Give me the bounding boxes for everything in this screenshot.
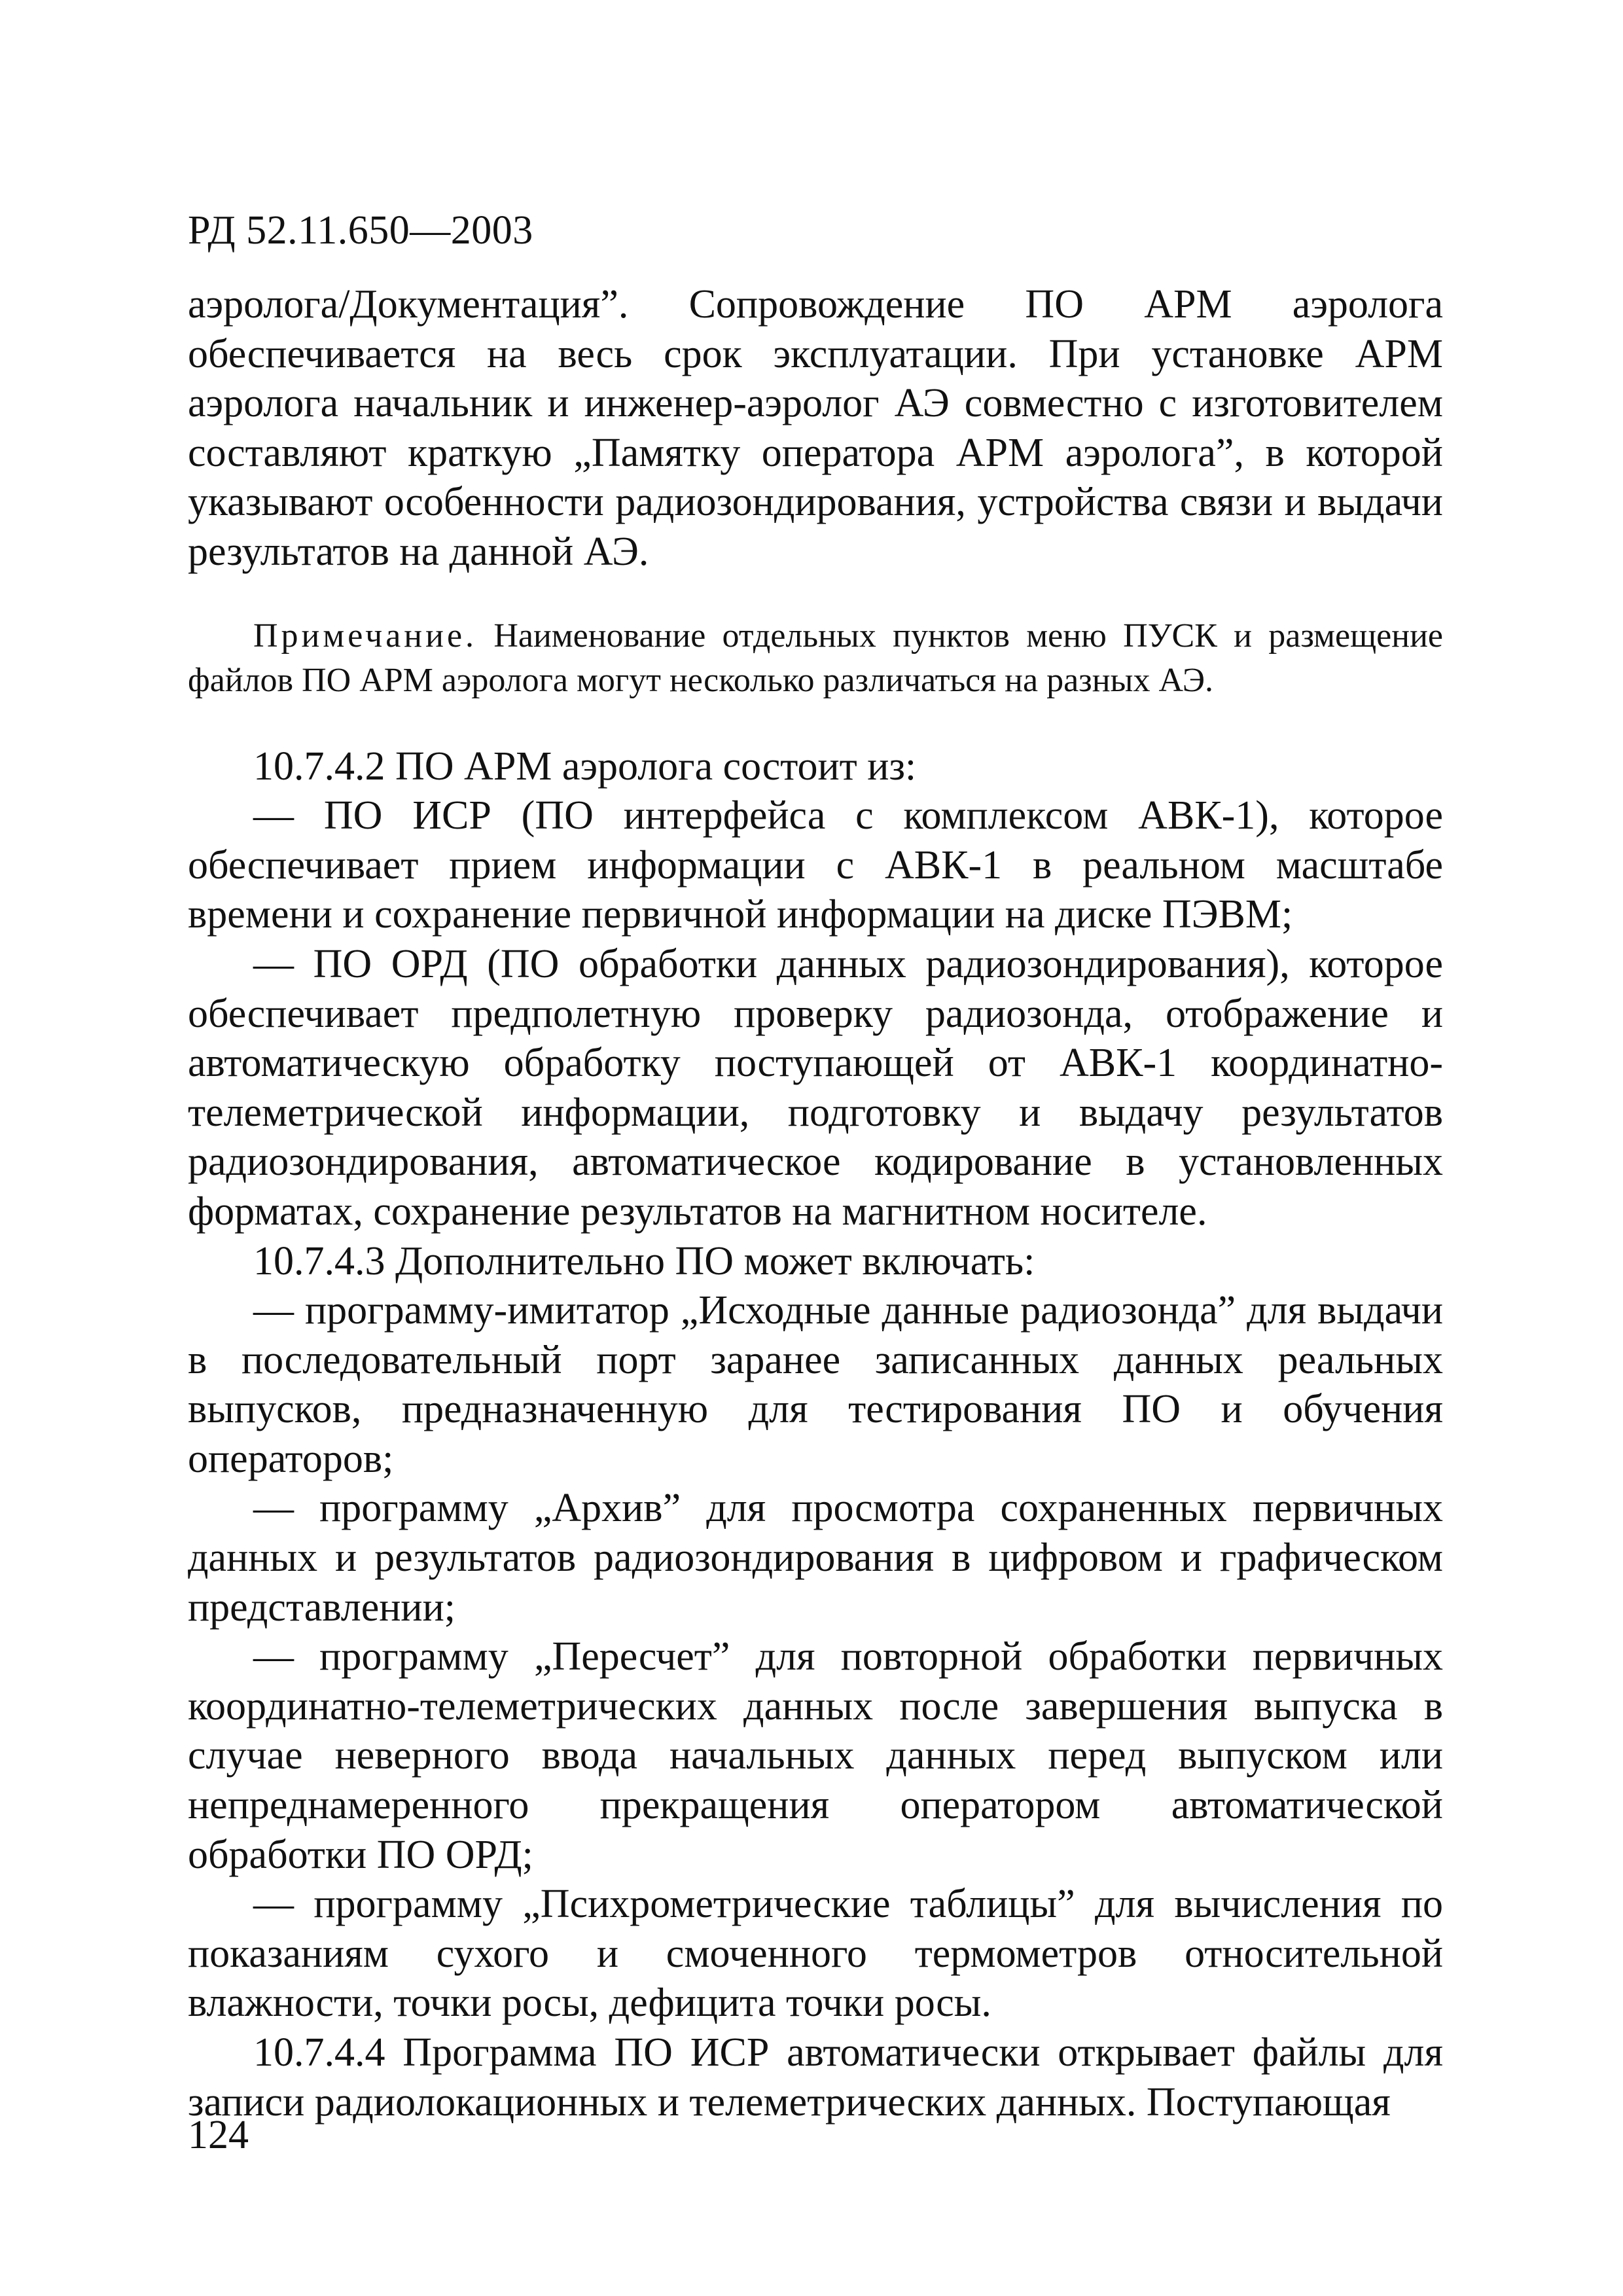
note-label: Примечание. <box>253 617 478 655</box>
page-number: 124 <box>188 2113 249 2157</box>
note-text: Наименование отдельных пунктов меню ПУСК и размещение файлов ПО АРМ аэролога могут несколько различаться на разных АЭ. <box>188 617 1443 699</box>
section-10-7-4-2-heading: 10.7.4.2 ПО АРМ аэролога состоит из: <box>253 744 917 789</box>
list-item-ispr: — ПО ИСР (ПО интерфейса с комплексом АВК-1), которое обеспечивает прием информации с АВК-1 в реальном масштабе времени и сохранение первичной информации на диске ПЭВМ; <box>188 793 1443 937</box>
document-header: РД 52.11.650—2003 <box>188 208 533 253</box>
list-item-archive: — программу „Архив” для просмотра сохраненных первичных данных и результатов радиозондирования в цифровом и графическом представлении; <box>188 1486 1443 1630</box>
section-10-7-4-4-paragraph: 10.7.4.4 Программа ПО ИСР автоматически открывает файлы для записи радиолокационных и телеметрических данных. Поступающая <box>188 2030 1443 2125</box>
list-item-recalculation: — программу „Пересчет” для повторной обработки первичных координатно-телеметрических данных после завершения выпуска в случае неверного ввода начальных данных перед выпуском или непреднамеренного прекращения оператором автоматической обработки ПО ОРД; <box>188 1634 1443 1877</box>
list-item-psychrometric: — программу „Психрометрические таблицы” для вычисления по показаниям сухого и смоченного термометров относительной влажности, точки росы, дефицита точки росы. <box>188 1882 1443 2026</box>
list-item-ord: — ПО ОРД (ПО обработки данных радиозондирования), которое обеспечивает предполетную проверку радиозонда, отображение и автоматическую обработку поступающей от АВК-1 координатно-телеметрической информации, подготовку и выдачу результатов радиозондирования, автоматическое кодирование в установленных форматах, сохранение результатов на магнитном носителе. <box>188 941 1443 1234</box>
list-item-simulator: — программу-имитатор „Исходные данные радиозонда” для выдачи в последовательный порт заранее записанных данных реальных выпусков, предназначенную для тестирования ПО и обучения операторов; <box>188 1288 1443 1481</box>
note-paragraph <box>188 614 1443 703</box>
section-10-7-4-3-heading: 10.7.4.3 Дополнительно ПО может включать: <box>253 1238 1035 1283</box>
page-body <box>188 280 1443 2127</box>
intro-paragraph: аэролога/Документация”. Сопровождение ПО АРМ аэролога обеспечивается на весь срок эксплуатации. При установке АРМ аэролога начальник и инженер-аэролог АЭ совместно с изготовителем составляют краткую „Памятку оператора АРМ аэролога”, в которой указывают особенности радиозондирования, устройства связи и выдачи результатов на данной АЭ. <box>188 282 1443 574</box>
